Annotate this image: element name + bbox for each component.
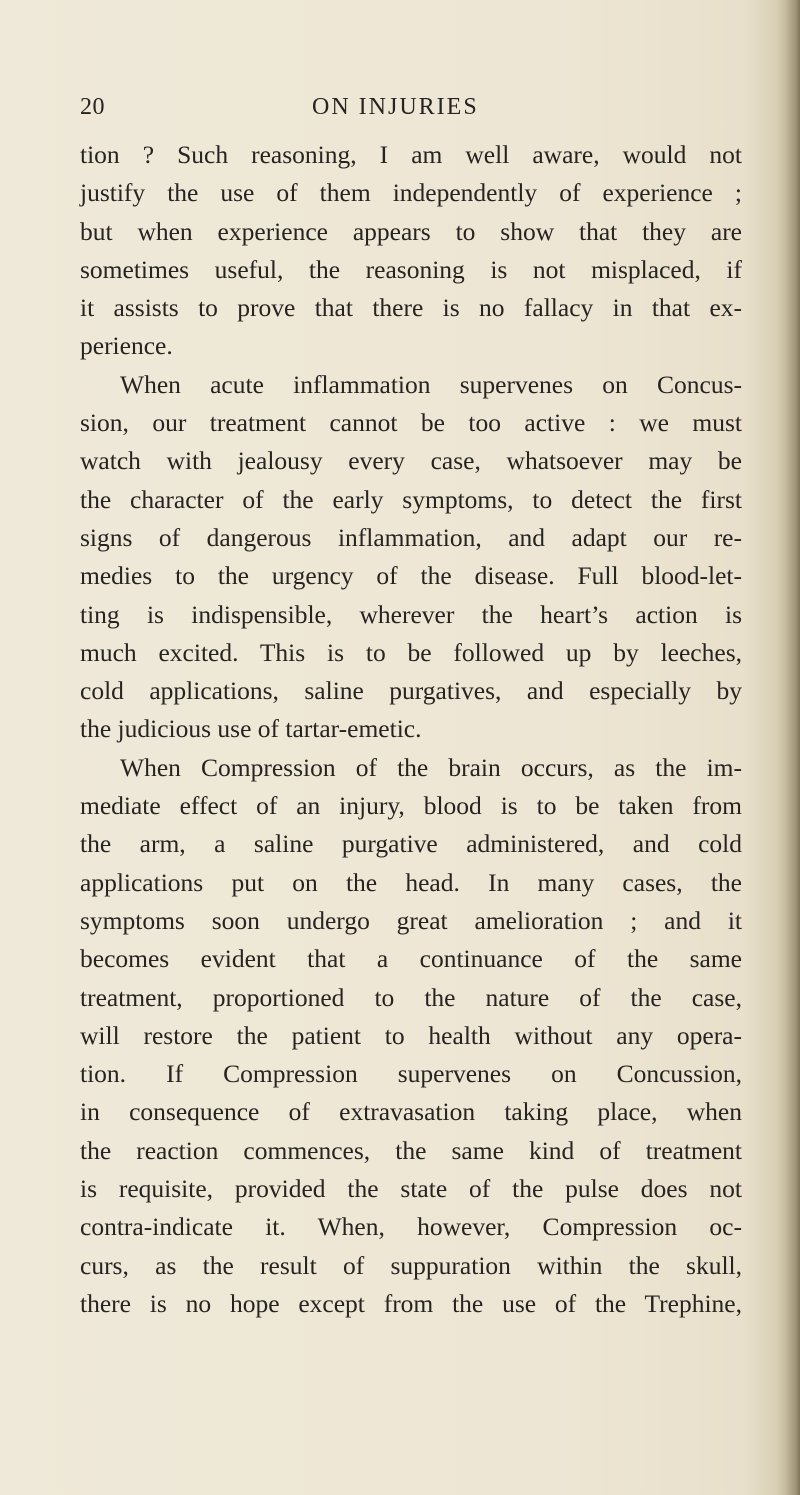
text-line: contra-indicate it. When, however, Compression oc-: [80, 1212, 742, 1242]
body-text: [80, 136, 742, 1323]
text-line: ting is indispensible, wherever the heart’s action is: [80, 599, 742, 629]
text-line: the arm, a saline purgative administered, and cold: [80, 829, 742, 859]
text-line: symptoms soon undergo great amelioration ; and it: [80, 905, 742, 935]
text-line: applications put on the head. In many cases, the: [80, 867, 742, 897]
text-line: curs, as the result of suppuration within the skull,: [80, 1250, 742, 1280]
page-edge-shadow: [786, 0, 800, 1495]
text-line: becomes evident that a continuance of the same: [80, 944, 742, 974]
text-line: it assists to prove that there is no fallacy in that ex-: [80, 293, 742, 323]
page-header: [0, 94, 800, 134]
running-head: ON INJURIES: [312, 94, 479, 120]
text-line: sometimes useful, the reasoning is not misplaced, if: [80, 254, 742, 284]
text-line: When Compression of the brain occurs, as the im-: [120, 752, 742, 782]
page-number: 20: [80, 94, 105, 120]
text-line: sion, our treatment cannot be too active : we must: [80, 408, 742, 438]
text-line: the reaction commences, the same kind of treatment: [80, 1135, 742, 1165]
text-line: cold applications, saline purgatives, and especially by: [80, 676, 742, 706]
text-line: justify the use of them independently of experience ;: [80, 178, 742, 208]
text-line: watch with jealousy every case, whatsoever may be: [80, 446, 742, 476]
text-line: will restore the patient to health without any opera-: [80, 1020, 742, 1050]
text-line: the character of the early symptoms, to detect the first: [80, 484, 742, 514]
text-line: mediate effect of an injury, blood is to be taken from: [80, 791, 742, 821]
text-line: medies to the urgency of the disease. Full blood-let-: [80, 561, 742, 591]
text-line: signs of dangerous inflammation, and adapt our re-: [80, 522, 742, 552]
text-line: much excited. This is to be followed up by leeches,: [80, 637, 742, 667]
text-line: is requisite, provided the state of the pulse does not: [80, 1174, 742, 1204]
text-line: there is no hope except from the use of the Trephine,: [80, 1288, 742, 1318]
text-line: in consequence of extravasation taking place, when: [80, 1097, 742, 1127]
text-line: the judicious use of tartar-emetic.: [80, 714, 422, 744]
text-line: When acute inflammation supervenes on Concus-: [120, 369, 742, 399]
text-line: tion ? Such reasoning, I am well aware, would not: [80, 140, 742, 169]
text-line: but when experience appears to show that they are: [80, 216, 742, 246]
text-line: treatment, proportioned to the nature of the case,: [80, 982, 742, 1012]
text-line: perience.: [80, 331, 173, 361]
text-line: tion. If Compression supervenes on Concussion,: [80, 1059, 742, 1089]
